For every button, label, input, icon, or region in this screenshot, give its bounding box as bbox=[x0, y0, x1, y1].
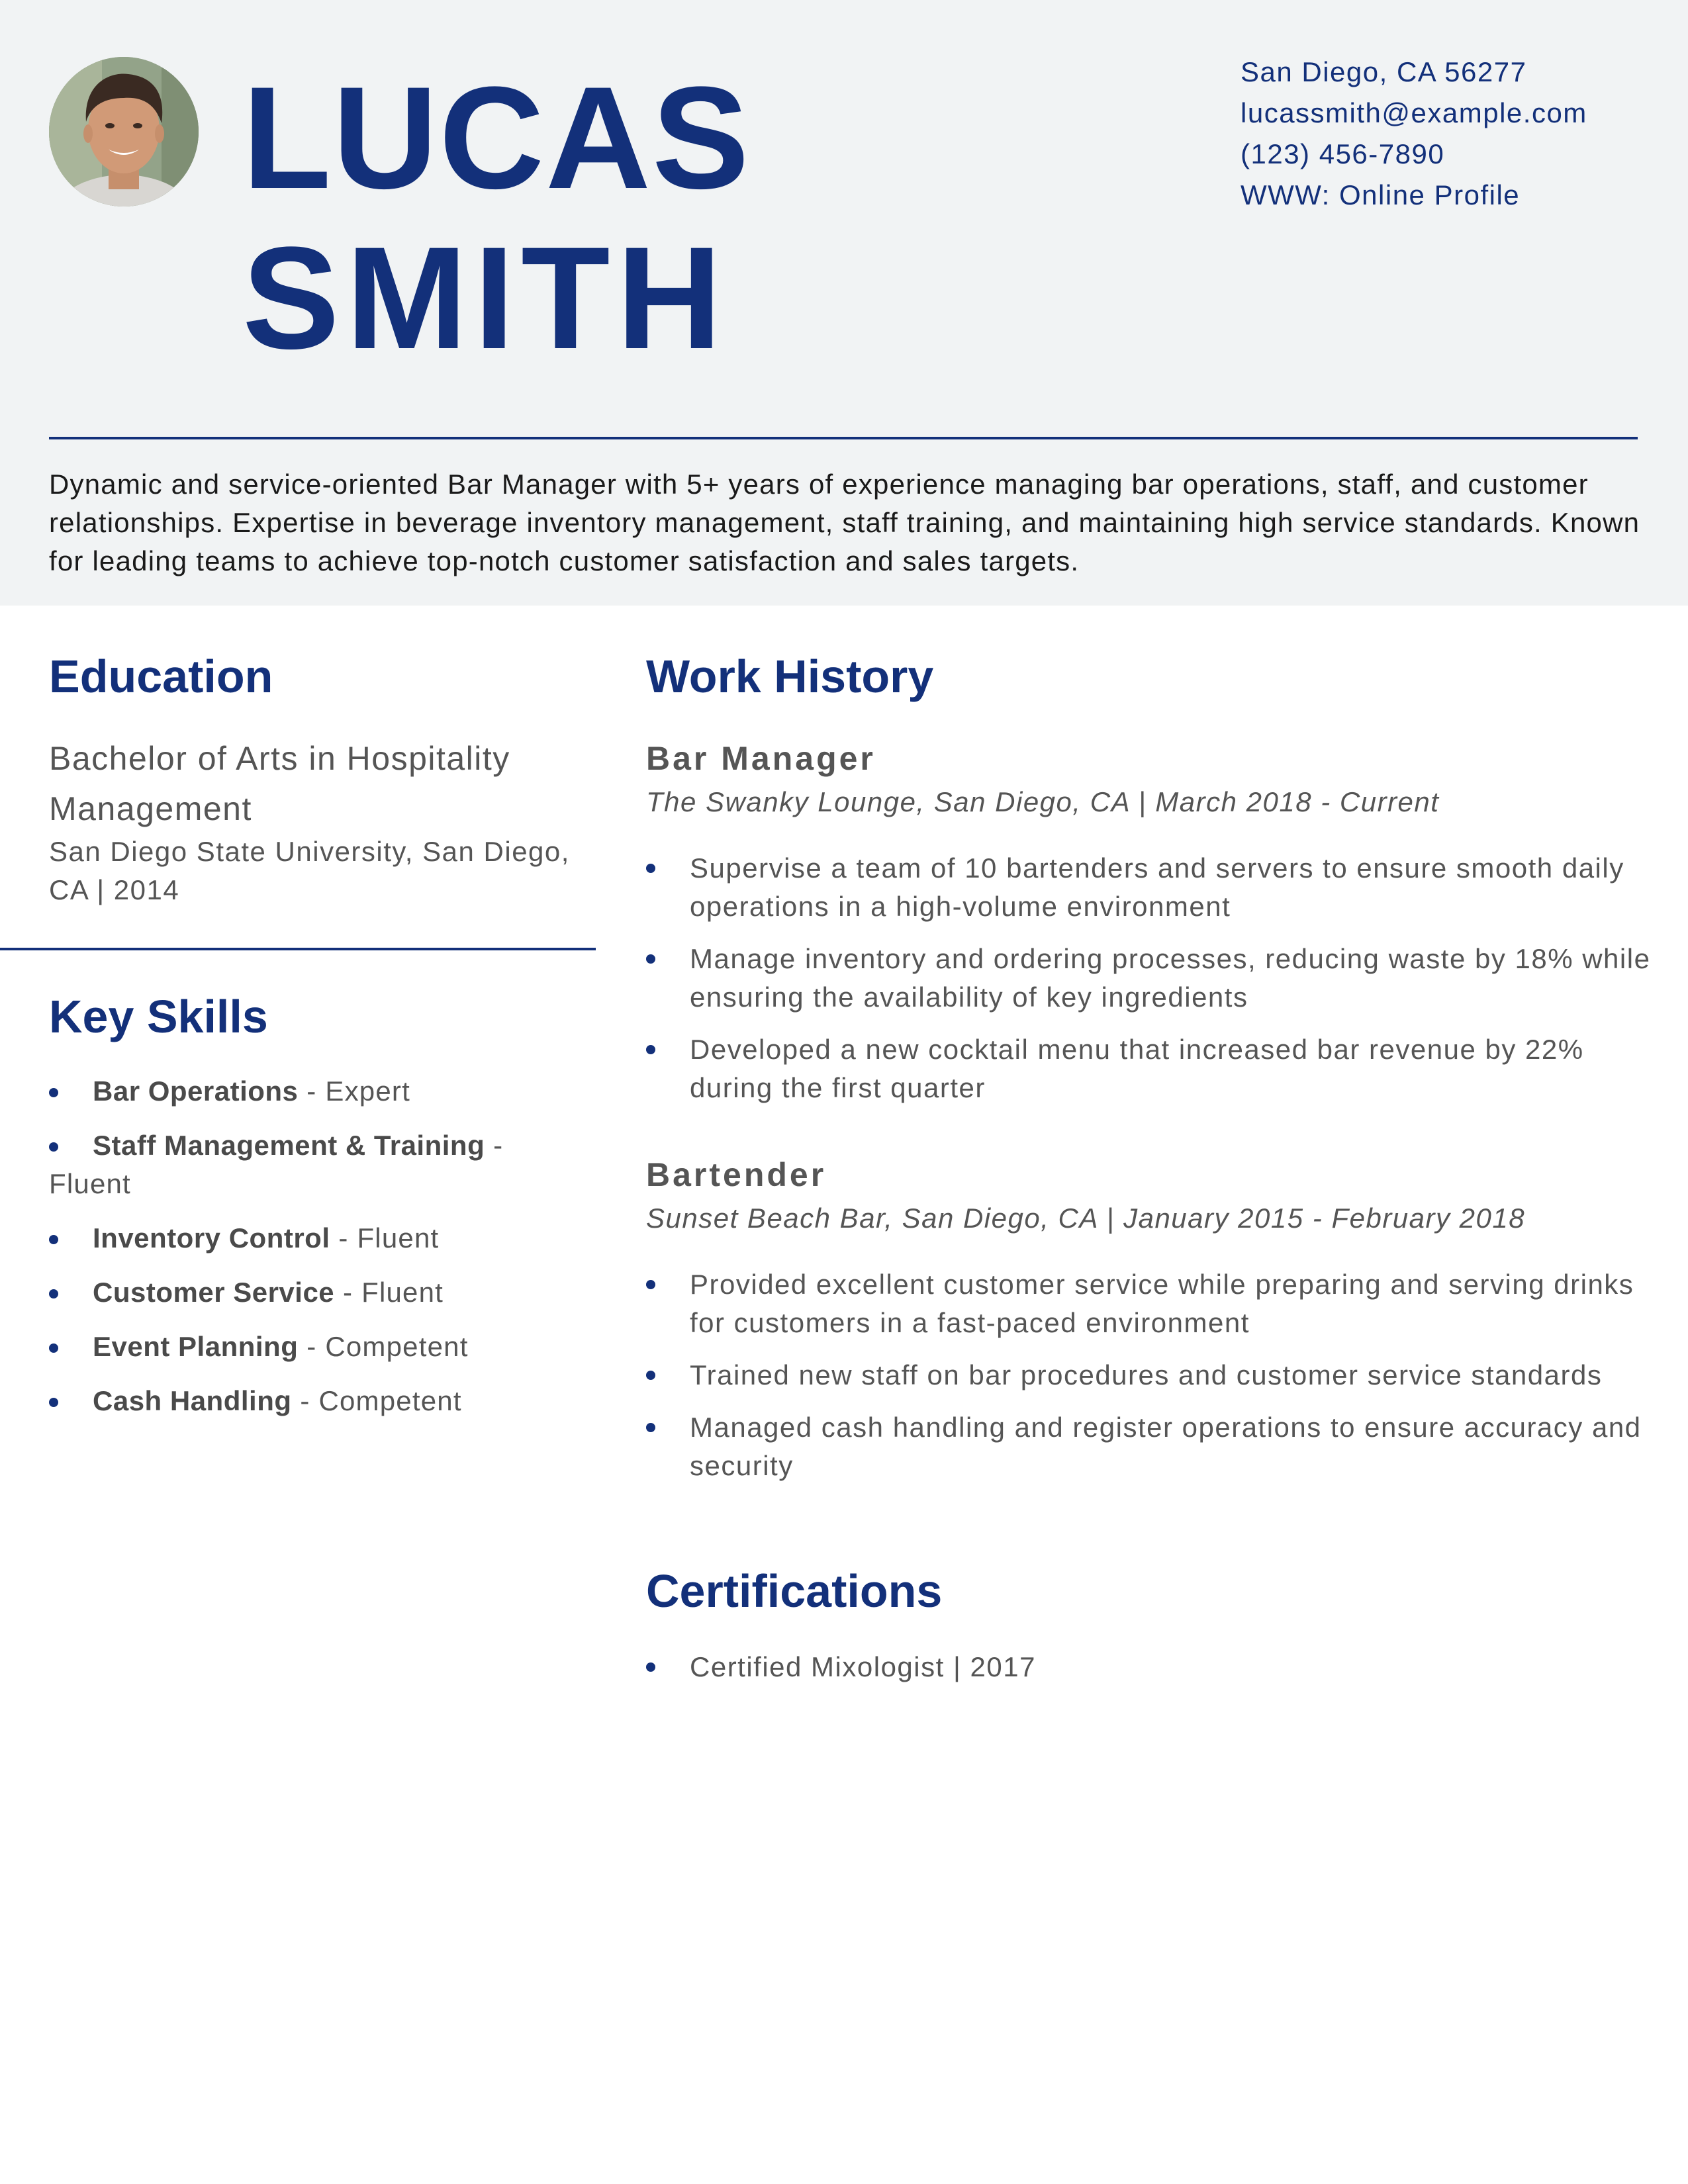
skills-title: Key Skills bbox=[49, 991, 268, 1042]
job-bullet: Supervise a team of 10 bartenders and servers to ensure smooth daily operations in a high-volume environment bbox=[646, 849, 1652, 926]
avatar bbox=[49, 57, 199, 206]
contact-address: San Diego, CA 56277 bbox=[1241, 56, 1527, 87]
certification-name: Certified Mixologist bbox=[690, 1651, 945, 1682]
job-employer: The Swanky Lounge bbox=[646, 786, 917, 817]
first-name: LUCAS bbox=[242, 56, 751, 219]
skill-item: Inventory Control - Fluent bbox=[49, 1219, 565, 1257]
job-meta: Sunset Beach Bar, San Diego, CA | January 2015 - February 2018 bbox=[646, 1203, 1526, 1234]
contact-email[interactable]: lucassmith@example.com bbox=[1241, 97, 1587, 128]
certification-item: Certified Mixologist | 2017 bbox=[646, 1648, 1652, 1686]
job-bullets bbox=[646, 849, 1652, 1121]
education-title: Education bbox=[49, 651, 273, 702]
skill-level: Fluent bbox=[357, 1222, 440, 1253]
last-name: SMITH bbox=[242, 216, 729, 379]
skill-item: Staff Management & Training - Fluent bbox=[49, 1126, 565, 1203]
skill-level: Competent bbox=[318, 1385, 462, 1416]
skill-item: Bar Operations - Expert bbox=[49, 1072, 565, 1111]
skill-name: Staff Management & Training bbox=[93, 1130, 485, 1161]
skills-list bbox=[49, 1072, 565, 1436]
certifications-list bbox=[646, 1648, 1652, 1700]
education-degree: Bachelor of Arts in Hospitality Management bbox=[49, 740, 510, 827]
left-divider bbox=[0, 948, 596, 950]
skill-name: Customer Service bbox=[93, 1277, 335, 1308]
contact-phone: (123) 456-7890 bbox=[1241, 138, 1445, 169]
job-location: San Diego, CA bbox=[902, 1203, 1098, 1234]
skill-level: Expert bbox=[325, 1075, 410, 1107]
skill-name: Bar Operations bbox=[93, 1075, 299, 1107]
job-bullet: Provided excellent customer service while preparing and serving drinks for customers in a fast-paced environment bbox=[646, 1265, 1652, 1342]
job-title: Bar Manager bbox=[646, 740, 876, 777]
contact-website[interactable]: WWW: Online Profile bbox=[1241, 179, 1521, 210]
education-school: San Diego State University, San Diego, CA | 2014 bbox=[49, 836, 570, 905]
header-band bbox=[0, 0, 1688, 606]
job-employer: Sunset Beach Bar bbox=[646, 1203, 885, 1234]
job-location: San Diego, CA bbox=[933, 786, 1130, 817]
skill-level: Fluent bbox=[49, 1168, 131, 1199]
summary-text: Dynamic and service-oriented Bar Manager with 5+ years of experience managing bar operations, staff, and customer relationships. Expertise in beverage inventory management, staff training, and maintaining high service standards. Known for leading teams to achieve top-notch customer satisfaction and sales targets. bbox=[49, 469, 1640, 576]
avatar-photo bbox=[49, 57, 199, 206]
skill-level: Competent bbox=[325, 1331, 469, 1362]
skill-name: Cash Handling bbox=[93, 1385, 292, 1416]
header-divider bbox=[49, 437, 1638, 439]
certification-year: 2017 bbox=[970, 1651, 1036, 1682]
job-dates: January 2015 - February 2018 bbox=[1123, 1203, 1526, 1234]
skill-name: Event Planning bbox=[93, 1331, 299, 1362]
skill-level: Fluent bbox=[361, 1277, 444, 1308]
job-bullets bbox=[646, 1265, 1652, 1499]
job-bullet: Trained new staff on bar procedures and customer service standards bbox=[646, 1356, 1652, 1394]
job-bullet: Developed a new cocktail menu that increased bar revenue by 22% during the first quarter bbox=[646, 1030, 1652, 1107]
job-meta: The Swanky Lounge, San Diego, CA | March 2018 - Current bbox=[646, 786, 1440, 817]
job-title: Bartender bbox=[646, 1156, 827, 1193]
contact-block bbox=[1241, 52, 1638, 216]
skill-item: Event Planning - Competent bbox=[49, 1328, 565, 1366]
job-bullet: Manage inventory and ordering processes, reducing waste by 18% while ensuring the availability of key ingredients bbox=[646, 940, 1652, 1017]
skill-item: Cash Handling - Competent bbox=[49, 1382, 565, 1420]
skill-item: Customer Service - Fluent bbox=[49, 1273, 565, 1312]
job-dates: March 2018 - Current bbox=[1155, 786, 1440, 817]
work-history-title: Work History bbox=[646, 651, 934, 702]
job-bullet: Managed cash handling and register operations to ensure accuracy and security bbox=[646, 1408, 1652, 1485]
skill-name: Inventory Control bbox=[93, 1222, 330, 1253]
certifications-title: Certifications bbox=[646, 1565, 943, 1617]
